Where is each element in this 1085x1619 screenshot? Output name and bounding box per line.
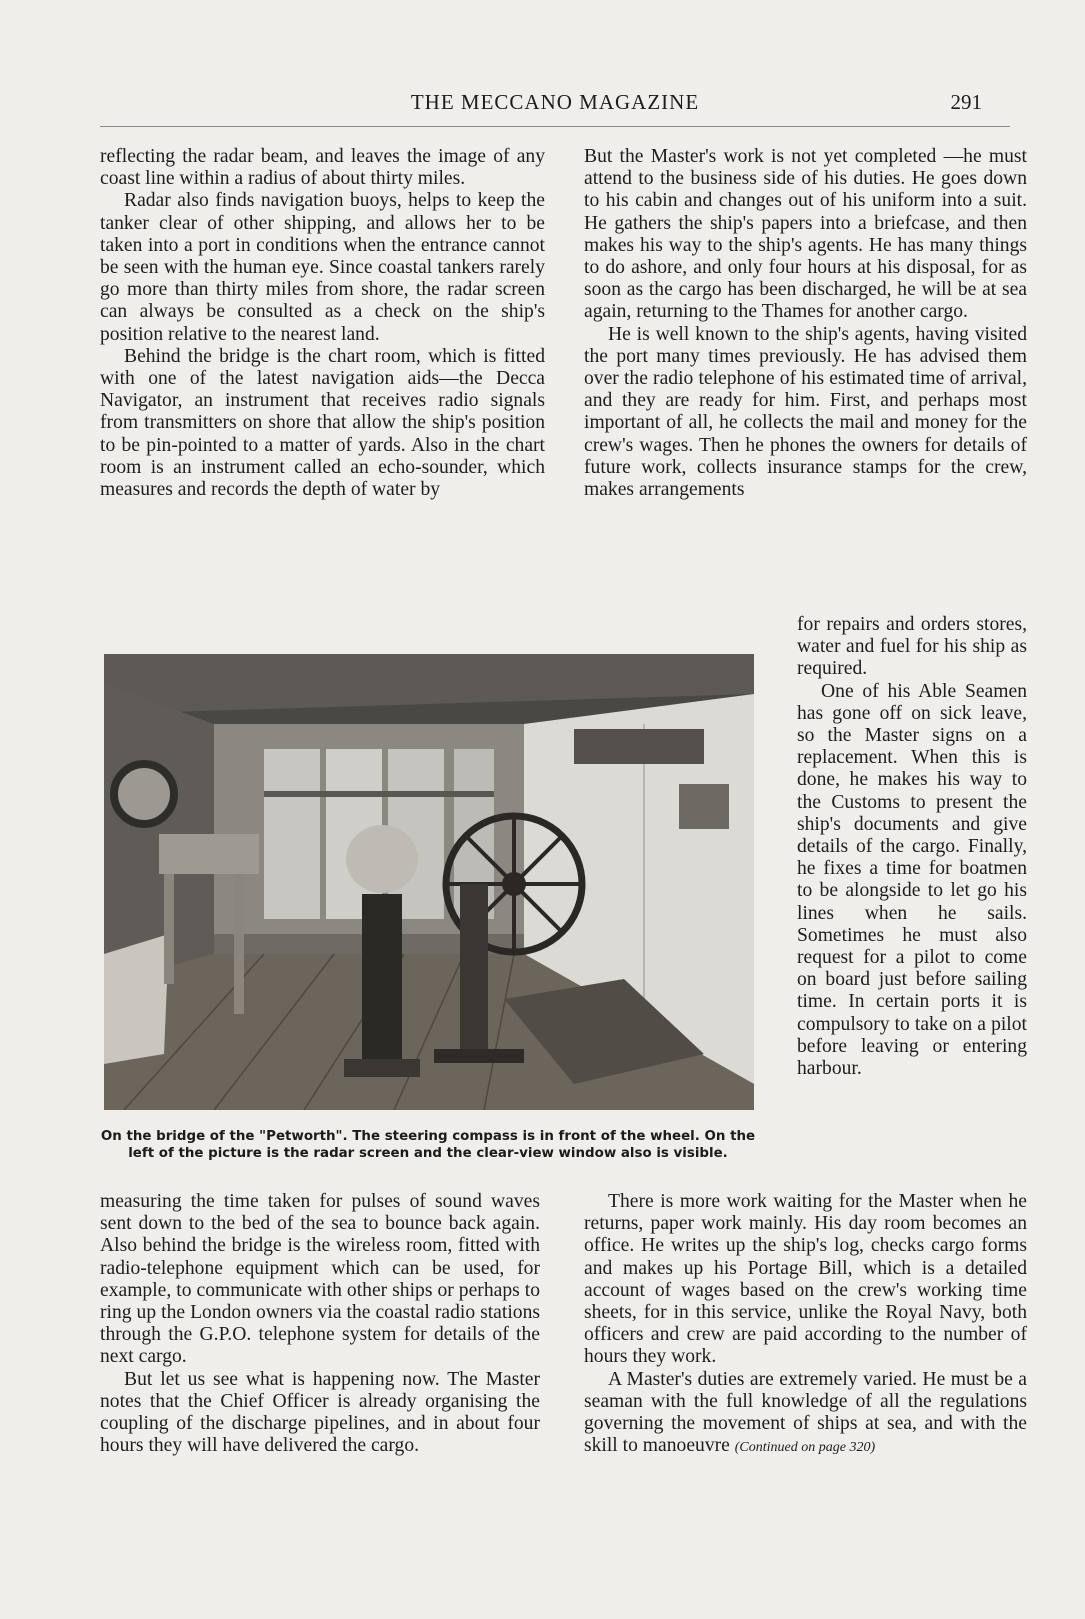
- paragraph: He is well known to the ship's agents, having visited the port many times previously. He has advised them over the radio telephone of his estimated time of arrival, and they are ready for him. First, and perhaps most important of all, he collects the mail and money for the crew's wages. Then he phones the owners for details of future work, collects insurance stamps for the crew, makes arrangements: [584, 323, 1027, 501]
- running-head: [100, 86, 1010, 127]
- paragraph-text: A Master's duties are extremely varied. He must be a seaman with the full knowledge of all the regulations governing the movement of ships at sea, and with the skill to manoeuvre: [584, 1368, 1027, 1457]
- column-left-bottom: [100, 1191, 540, 1457]
- paragraph: There is more work waiting for the Master when he returns, paper work mainly. His day room becomes an office. He writes up the ship's log, checks cargo forms and makes up his Portage Bill, which is a detailed account of wages based on the crew's working time sheets, for in this service, unlike the Royal Navy, both officers and crew are paid according to the number of hours they work.: [584, 1191, 1027, 1368]
- column-right-top: [584, 146, 1027, 501]
- paragraph: But the Master's work is not yet completed —he must attend to the business side of his duties. He goes down to his cabin and changes out of his uniform into a suit. He gathers the ship's papers into a briefcase, and then makes his way to the ship's agents. He has many things to do ashore, and only four hours at his disposal, for as soon as the cargo has been discharged, he will be at sea again, returning to the Thames for another cargo.: [584, 146, 1027, 323]
- photo-caption: On the bridge of the "Petworth". The steering compass is in front of the wheel. On the left of the picture is the radar screen and the clear-view window also is visible.: [100, 1129, 756, 1161]
- paragraph: for repairs and orders stores, water and fuel for his ship as required.: [797, 614, 1027, 680]
- page-number: 291: [950, 90, 982, 114]
- magazine-title: THE MECCANO MAGAZINE: [410, 90, 700, 114]
- paragraph: Radar also finds navigation buoys, helps to keep the tanker clear of other shipping, and allows her to be taken into a port in conditions when the entrance cannot be seen with the human eye. Since coastal tankers rarely go more than thirty miles from shore, the radar screen can always be consulted as a check on the ship's position relative to the nearest land.: [100, 190, 545, 345]
- column-left-top: [100, 146, 545, 501]
- column-right-beside-photo: [797, 614, 1027, 1080]
- paragraph: [584, 1369, 1027, 1460]
- paragraph: Behind the bridge is the chart room, which is fitted with one of the latest navigation aids—the Decca Navigator, an instrument that receives radio signals from transmitters on shore that allow the ship's position to be pin-pointed to a matter of yards. Also in the chart room is an instrument called an echo-sounder, which measures and records the depth of water by: [100, 345, 545, 501]
- continued-note: (Continued on page 320): [734, 1440, 876, 1456]
- column-right-bottom: [584, 1191, 1027, 1459]
- bridge-photograph: [104, 654, 754, 1110]
- paragraph: reflecting the radar beam, and leaves the image of any coast line within a radius of about thirty miles.: [100, 146, 545, 190]
- paragraph: measuring the time taken for pulses of sound waves sent down to the bed of the sea to bounce back again. Also behind the bridge is the wireless room, fitted with radio-telephone equipment which can be used, for example, to communicate with other ships or perhaps to ring up the London owners via the coastal radio stations through the G.P.O. telephone system for details of the next cargo.: [100, 1191, 540, 1368]
- paragraph: But let us see what is happening now. The Master notes that the Chief Officer is already organising the coupling of the discharge pipelines, and in about four hours they will have delivered the cargo.: [100, 1368, 540, 1457]
- paragraph: One of his Able Seamen has gone off on sick leave, so the Master signs on a replacement. When this is done, he makes his way to the Customs to present the ship's documents and give details of the cargo. Finally, he fixes a time for boatmen to be alongside to let go his lines when he sails. Sometimes he must also request for a pilot to come on board just before sailing time. In certain ports it is compulsory to take on a pilot before leaving or entering harbour.: [797, 680, 1027, 1080]
